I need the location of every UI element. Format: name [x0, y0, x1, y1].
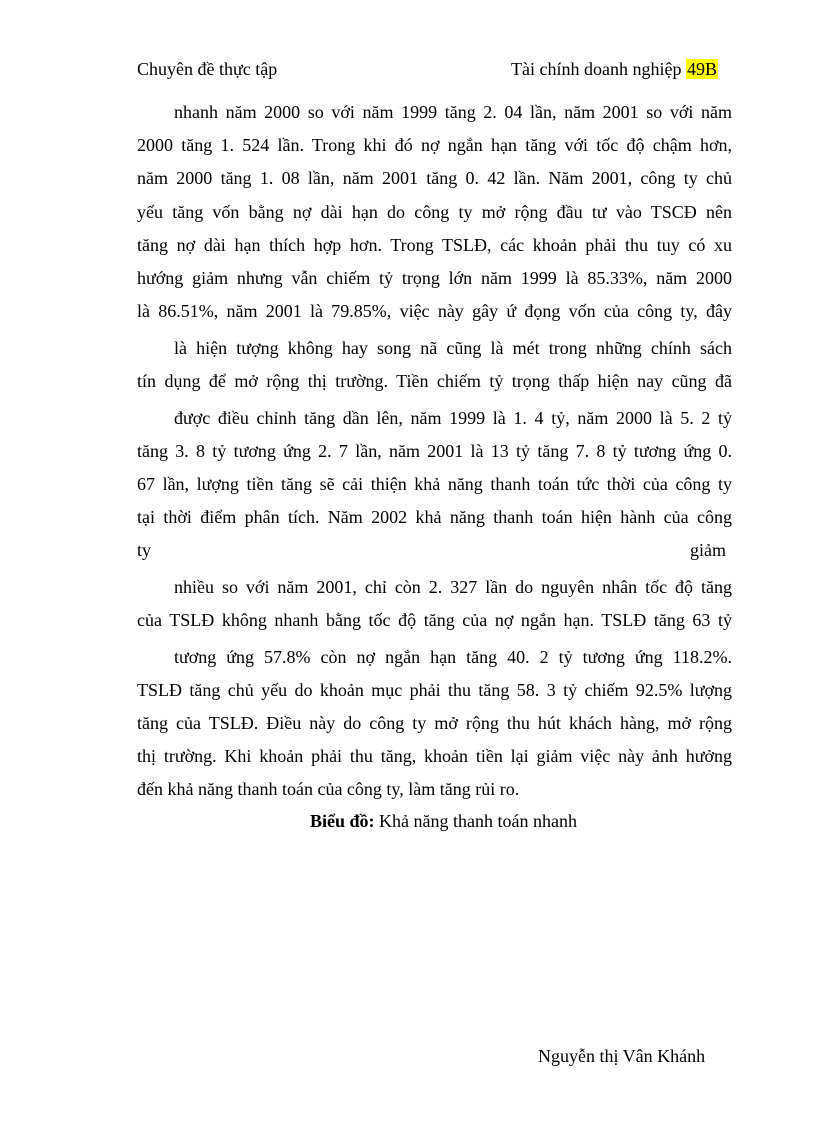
body-line: tại thời điểm phân tích. Năm 2002 khả năng thanh toán hiện hành của công — [137, 507, 732, 527]
chart-caption-label: Biểu đồ: — [310, 811, 375, 831]
body-line: tăng nợ dài hạn thích hợp hơn. Trong TSLĐ, các khoản phải thu tuy có xu — [137, 235, 732, 255]
body-line: tương ứng 57.8% còn nợ ngắn hạn tăng 40. 2 tỷ tương ứng 118.2%. — [174, 647, 732, 667]
body-line: đến khả năng thanh toán của công ty, làm tăng rủi ro. — [137, 779, 520, 799]
header-left-title: Chuyên đề thực tập — [137, 59, 278, 79]
body-line: nhiều so với năm 2001, chỉ còn 2. 327 lần do nguyên nhân tốc độ tăng — [174, 577, 732, 597]
body-line: TSLĐ tăng chủ yếu do khoản mục phải thu tăng 58. 3 tỷ chiếm 92.5% lượng — [137, 680, 732, 700]
author-signature: Nguyễn thị Vân Khánh — [538, 1046, 706, 1066]
body-line-fragment-right: giảm — [690, 540, 726, 560]
header-right-text: Tài chính doanh nghiệp — [511, 59, 686, 79]
body-line: 67 lần, lượng tiền tăng sẽ cải thiện khả năng thanh toán tức thời của công ty — [137, 474, 732, 494]
body-line: là hiện tượng không hay song nã cũng là mét trong những chính sách — [174, 338, 732, 358]
body-line: tín dụng để mở rộng thị trường. Tiền chiếm tỷ trọng thấp hiện nay cũng đã — [137, 371, 732, 391]
body-line: tăng 3. 8 tỷ tương ứng 2. 7 lần, năm 2001 là 13 tỷ tăng 7. 8 tỷ tương ứng 0. — [137, 441, 732, 461]
header-highlight-49b: 49B — [686, 59, 717, 79]
body-line: là 86.51%, năm 2001 là 79.85%, việc này gây ứ đọng vốn của công ty, đây — [137, 301, 732, 321]
chart-caption — [310, 810, 577, 832]
body-line-fragment-left: ty — [137, 540, 152, 560]
body-line: 2000 tăng 1. 524 lần. Trong khi đó nợ ngắn hạn tăng với tốc độ chậm hơn, — [137, 135, 732, 155]
header-right-title — [511, 58, 718, 80]
body-line: yếu tăng vốn bằng nợ dài hạn do công ty mở rộng đầu tư vào TSCĐ nên — [137, 202, 732, 222]
body-line: tăng của TSLĐ. Điều này do công ty mở rộng thu hút khách hàng, mở rộng — [137, 713, 732, 733]
body-line: được điều chỉnh tăng dần lên, năm 1999 là 1. 4 tỷ, năm 2000 là 5. 2 tỷ — [174, 408, 732, 428]
body-line: nhanh năm 2000 so với năm 1999 tăng 2. 04 lần, năm 2001 so với năm — [174, 102, 732, 122]
chart-caption-text: Khả năng thanh toán nhanh — [374, 811, 577, 831]
body-line: thị trường. Khi khoản phải thu tăng, khoản tiền lại giảm việc này ảnh hưởng — [137, 746, 732, 766]
body-line: hướng giảm nhưng vẫn chiếm tỷ trọng lớn năm 1999 là 85.33%, năm 2000 — [137, 268, 732, 288]
body-line: của TSLĐ không nhanh bằng tốc độ tăng của nợ ngắn hạn. TSLĐ tăng 63 tỷ — [137, 610, 732, 630]
body-line: năm 2000 tăng 1. 08 lần, năm 2001 tăng 0. 42 lần. Năm 2001, công ty chủ — [137, 168, 732, 188]
